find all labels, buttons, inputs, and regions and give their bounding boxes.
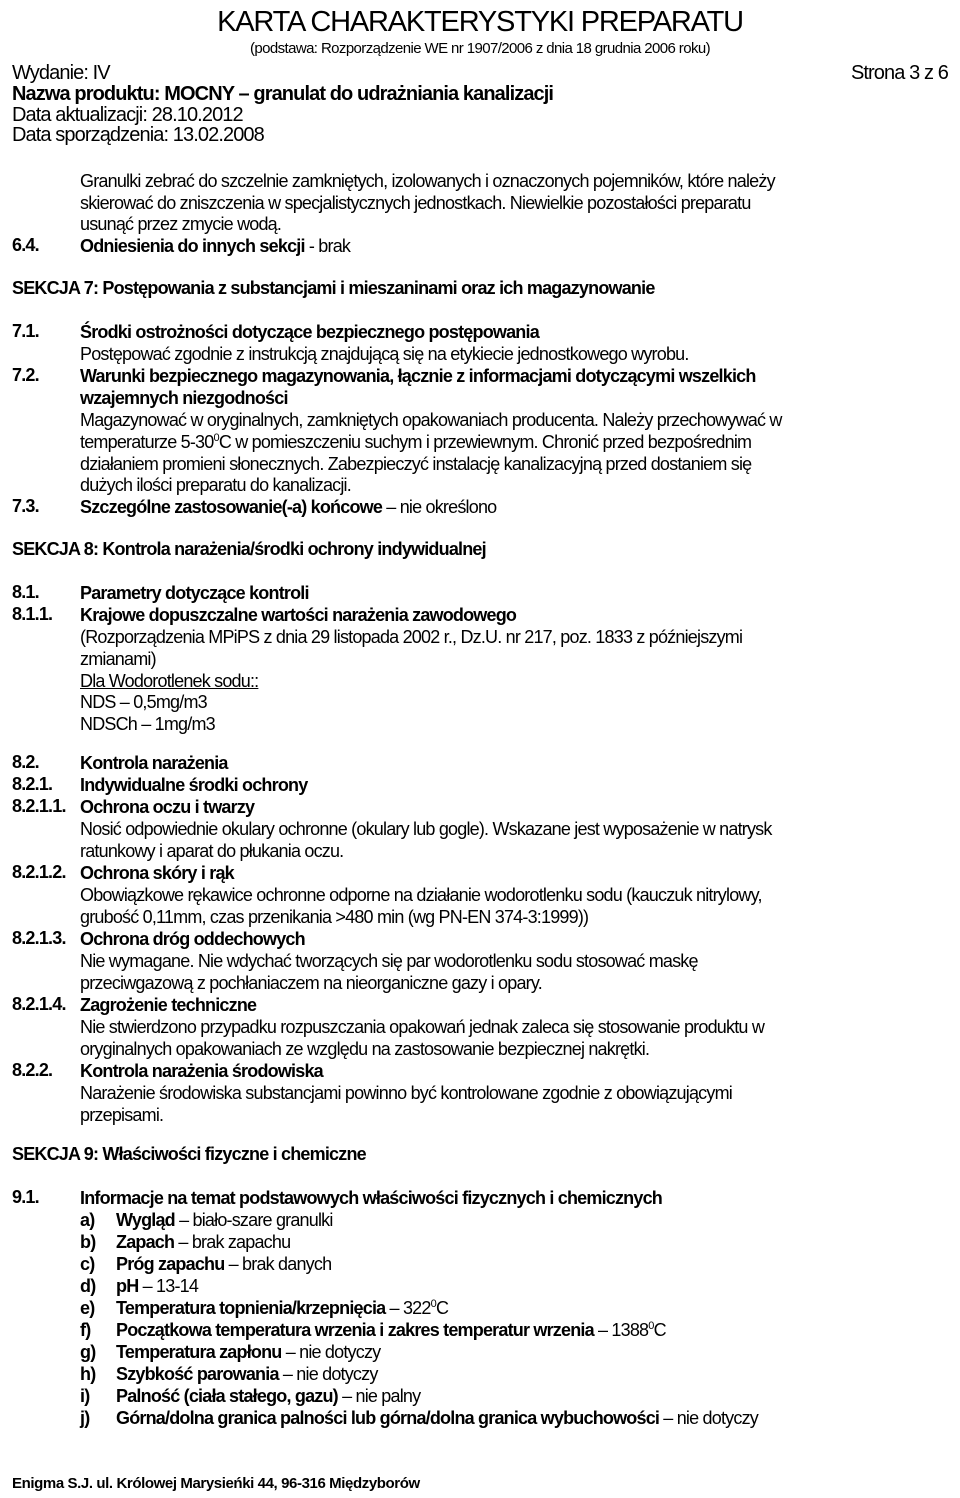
property-letter: f)	[80, 1320, 91, 1340]
subsection-title: wzajemnych niezgodności	[80, 388, 288, 408]
section-number: 9.1.	[12, 1187, 39, 1207]
page-number: Strona 3 z 6	[850, 62, 948, 84]
property-letter: i)	[80, 1386, 90, 1406]
subsection-title: Ochrona skóry i rąk	[80, 863, 234, 883]
section-8-heading: SEKCJA 8: Kontrola narażenia/środki ochrony indywidualnej	[12, 539, 486, 559]
property-letter: b)	[80, 1232, 96, 1252]
paragraph-line: zmianami)	[80, 649, 156, 669]
property-value: – brak danych	[224, 1254, 332, 1274]
property-value: – 1388	[593, 1320, 649, 1340]
property-label: Temperatura zapłonu	[116, 1342, 282, 1362]
intro-line: Granulki zebrać do szczelnie zamkniętych, izolowanych i oznaczonych pojemników, które należy	[80, 171, 775, 191]
section-7-heading: SEKCJA 7: Postępowania z substancjami i mieszaninami oraz ich magazynowanie	[12, 278, 655, 298]
superscript: 0	[648, 1320, 654, 1332]
paragraph-line: Narażenie środowiska substancjami powinno być kontrolowane zgodnie z obowiązującymi	[80, 1083, 732, 1103]
footer-address: Enigma S.J. ul. Królowej Marysieńki 44, 96-316 Międzyborów	[12, 1475, 420, 1492]
section-number: 7.3.	[12, 496, 39, 516]
property-letter: d)	[80, 1276, 96, 1296]
paragraph-line: przepisami.	[80, 1105, 164, 1125]
property-letter: j)	[80, 1408, 90, 1428]
property-item	[80, 1253, 331, 1275]
subsection-7-3	[80, 496, 496, 518]
property-value: – brak zapachu	[174, 1232, 291, 1252]
update-date: Data aktualizacji: 28.10.2012	[12, 104, 243, 126]
paragraph-line: przeciwgazową z pochłaniaczem na nieorganiczne gazy i opary.	[80, 973, 542, 993]
paragraph-line: Nie stwierdzono przypadku rozpuszczania opakowań jednak zaleca się stosowanie produktu w	[80, 1017, 765, 1037]
section-9-heading: SEKCJA 9: Właściwości fizyczne i chemiczne	[12, 1144, 366, 1164]
subsection-title: Szczególne zastosowanie(-a) końcowe	[80, 497, 383, 517]
property-item	[80, 1363, 378, 1385]
section-number: 8.2.1.3.	[12, 928, 66, 948]
paragraph-line	[80, 670, 258, 692]
edition: Wydanie: IV	[12, 62, 110, 84]
property-label: Początkowa temperatura wrzenia i zakres temperatur wrzenia	[116, 1320, 594, 1340]
subsection-title: Kontrola narażenia środowiska	[80, 1061, 323, 1081]
subsection-title: Informacje na temat podstawowych właściwości fizycznych i chemicznych	[80, 1188, 662, 1208]
section-number: 8.2.1.2.	[12, 862, 66, 882]
subsection-title: Warunki bezpiecznego magazynowania, łącznie z informacjami dotyczącymi wszelkich	[80, 366, 756, 386]
property-letter: e)	[80, 1298, 95, 1318]
property-letter: g)	[80, 1342, 96, 1362]
paragraph-line: dużych ilości preparatu do kanalizacji.	[80, 475, 351, 495]
section-number: 8.2.1.1.	[12, 796, 66, 816]
section-number: 8.1.1.	[12, 604, 53, 624]
section-number: 6.4.	[12, 235, 39, 255]
property-item	[80, 1297, 448, 1319]
intro-line: skierować do zniszczenia w specjalistycznych jednostkach. Niewielkie pozostałości preparatu	[80, 193, 751, 213]
property-label: Górna/dolna granica palności lub górna/dolna granica wybuchowości	[116, 1408, 660, 1428]
property-item	[80, 1385, 420, 1407]
creation-date: Data sporządzenia: 13.02.2008	[12, 124, 264, 146]
subsection-title: Ochrona oczu i twarzy	[80, 797, 255, 817]
paragraph-line: Nie wymagane. Nie wdychać tworzących się par wodorotlenku sodu stosować maskę	[80, 951, 698, 971]
subsection-title: Indywidualne środki ochrony	[80, 775, 308, 795]
unit: C	[653, 1320, 666, 1340]
section-number: 8.1.	[12, 582, 39, 602]
section-number: 8.2.2.	[12, 1060, 53, 1080]
paragraph-line: grubość 0,11mm, czas przenikania >480 min (wg PN-EN 374-3:1999))	[80, 907, 589, 927]
unit: C	[435, 1298, 449, 1318]
property-item	[80, 1231, 290, 1253]
section-number: 7.1.	[12, 321, 39, 341]
property-label: pH	[116, 1276, 139, 1296]
property-value: – nie dotyczy	[659, 1408, 758, 1428]
subsection-title: Parametry dotyczące kontroli	[80, 583, 309, 603]
text-segment: temperaturze 5-30	[80, 432, 214, 452]
paragraph-line	[80, 431, 751, 453]
subsection-text: - brak	[304, 236, 351, 256]
subsection-text: – nie określono	[382, 497, 497, 517]
property-letter: h)	[80, 1364, 96, 1384]
property-label: Szybkość parowania	[116, 1364, 279, 1384]
underlined-text: Dla Wodorotlenek sodu::	[80, 671, 259, 691]
subsection-title: Odniesienia do innych sekcji	[80, 236, 305, 256]
superscript: 0	[213, 432, 219, 444]
property-item	[80, 1319, 666, 1341]
property-value: – biało-szare granulki	[174, 1210, 333, 1230]
subsection-title: Krajowe dopuszczalne wartości narażenia zawodowego	[80, 605, 517, 625]
subsection-6-4	[80, 235, 350, 257]
property-item	[80, 1407, 758, 1429]
property-value: – nie dotyczy	[278, 1364, 378, 1384]
paragraph-line: NDS – 0,5mg/m3	[80, 692, 207, 712]
paragraph-line: Magazynować w oryginalnych, zamkniętych opakowaniach producenta. Należy przechowywać w	[80, 410, 782, 430]
paragraph-line: działaniem promieni słonecznych. Zabezpieczyć instalację kanalizacyjną przed dostaniem się	[80, 454, 752, 474]
paragraph-line: Obowiązkowe rękawice ochronne odporne na działanie wodorotlenku sodu (kauczuk nitrylowy,	[80, 885, 762, 905]
property-label: Wygląd	[116, 1210, 175, 1230]
section-number: 8.2.1.4.	[12, 994, 66, 1014]
superscript: 0	[430, 1298, 436, 1310]
property-item	[80, 1275, 198, 1297]
section-number: 8.2.1.	[12, 774, 53, 794]
paragraph-line: Postępować zgodnie z instrukcją znajdującą się na etykiecie jednostkowego wyrobu.	[80, 344, 689, 364]
product-name: Nazwa produktu: MOCNY – granulat do udrażniania kanalizacji	[12, 83, 554, 105]
property-letter: a)	[80, 1210, 95, 1230]
section-number: 8.2.	[12, 752, 39, 772]
paragraph-line: NDSCh – 1mg/m3	[80, 714, 215, 734]
text-segment: C w pomieszczeniu suchym i przewiewnym. Chronić przed bezpośrednim	[218, 432, 752, 452]
property-label: Temperatura topnienia/krzepnięcia	[116, 1298, 386, 1318]
property-item	[80, 1341, 380, 1363]
subsection-title: Zagrożenie techniczne	[80, 995, 257, 1015]
property-letter: c)	[80, 1254, 95, 1274]
property-label: Próg zapachu	[116, 1254, 225, 1274]
paragraph-line: ratunkowy i aparat do płukania oczu.	[80, 841, 344, 861]
paragraph-line: Nosić odpowiednie okulary ochronne (okulary lub gogle). Wskazane jest wyposażenie w natrysk	[80, 819, 772, 839]
subsection-title: Kontrola narażenia	[80, 753, 228, 773]
subsection-title: Ochrona dróg oddechowych	[80, 929, 305, 949]
property-value: – nie dotyczy	[281, 1342, 381, 1362]
property-item	[80, 1209, 333, 1231]
property-value: – 322	[385, 1298, 431, 1318]
paragraph-line: (Rozporządzenia MPiPS z dnia 29 listopada 2002 r., Dz.U. nr 217, poz. 1833 z późniejszymi	[80, 627, 743, 647]
document-subtitle: (podstawa: Rozporządzenie WE nr 1907/2006 z dnia 18 grudnia 2006 roku)	[250, 40, 710, 57]
intro-line: usunąć przez zmycie wodą.	[80, 214, 282, 234]
subsection-title: Środki ostrożności dotyczące bezpiecznego postępowania	[80, 322, 539, 342]
paragraph-line: oryginalnych opakowaniach ze względu na zastosowanie bezpiecznej nakrętki.	[80, 1039, 650, 1059]
section-number: 7.2.	[12, 365, 39, 385]
property-label: Zapach	[116, 1232, 175, 1252]
property-value: – nie palny	[337, 1386, 421, 1406]
property-value: – 13-14	[138, 1276, 199, 1296]
document-title: KARTA CHARAKTERYSTYKI PREPARATU	[217, 6, 743, 38]
property-label: Palność (ciała stałego, gazu)	[116, 1386, 338, 1406]
